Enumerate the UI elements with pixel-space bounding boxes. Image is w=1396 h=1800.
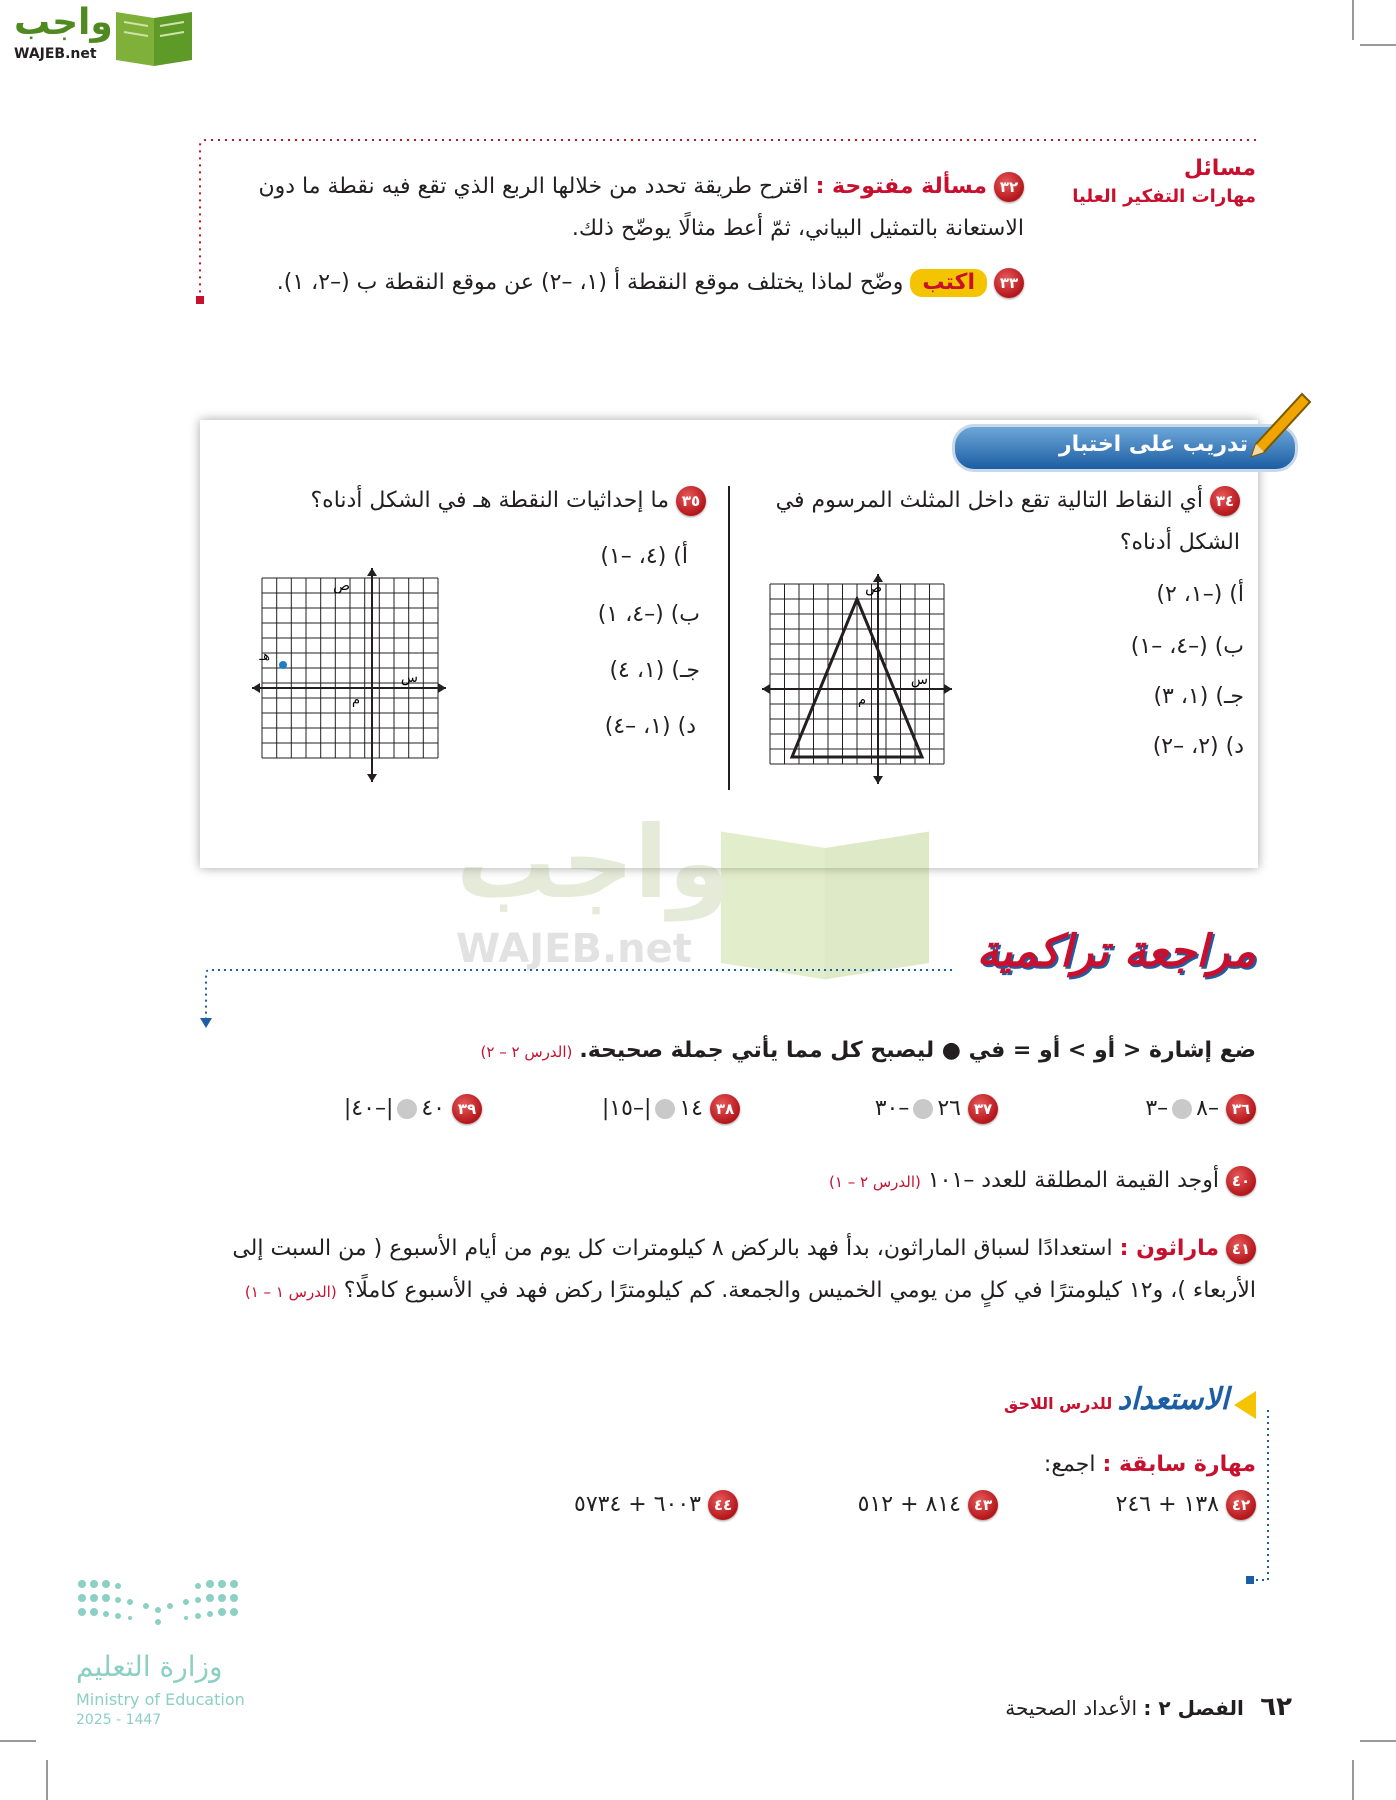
skill-label: مهارة سابقة : <box>1102 1452 1256 1477</box>
ministry-en: Ministry of Education <box>76 1690 245 1709</box>
question-label: ماراثون : <box>1119 1236 1219 1261</box>
logo-en: WAJEB.net <box>14 46 97 62</box>
question-43 <box>858 1484 998 1526</box>
option-b[interactable]: ب) (–٤، ١) <box>597 602 700 627</box>
book-icon <box>710 820 940 980</box>
question-number: ٤٢ <box>1226 1490 1256 1520</box>
graph-x-label: س <box>400 670 418 686</box>
review-title: مراجعة تراكمية <box>976 926 1256 977</box>
next-lesson-title: الاستعداد <box>1117 1382 1229 1417</box>
question-text: اقترح طريقة تحدد من خلالها الربع الذي تقع فيه نقطة ما دون <box>258 174 809 199</box>
left-value: –٨ <box>1196 1096 1219 1121</box>
compare-circle[interactable] <box>1172 1099 1192 1119</box>
watermark-en: WAJEB.net <box>456 926 692 972</box>
right-value: |–٤٠| <box>343 1096 394 1121</box>
question-number: ٣٩ <box>452 1094 482 1124</box>
question-number: ٤٤ <box>708 1490 738 1520</box>
option-d[interactable]: د) (١، –٤) <box>604 714 696 739</box>
crop-mark <box>1360 44 1396 46</box>
question-label: مسألة مفتوحة : <box>815 174 987 199</box>
ministry-logo <box>76 1576 256 1736</box>
question-34 <box>770 480 1240 564</box>
question-text: أي النقاط التالية تقع داخل المثلث المرسوم في <box>775 488 1203 513</box>
left-value: ٢٦ <box>937 1096 961 1121</box>
lesson-ref: (الدرس ٢ – ٢) <box>480 1043 573 1061</box>
graph-x-label: س <box>910 672 928 688</box>
question-32 <box>234 166 1024 250</box>
left-value: ٤٠ <box>421 1096 445 1121</box>
question-number: ٣٦ <box>1226 1094 1256 1124</box>
watermark-ar: واجب <box>456 804 731 921</box>
page-number: ٦٢ <box>1260 1692 1292 1722</box>
question-text: استعدادًا لسباق الماراثون، بدأ فهد بالركض ٨ كيلومترات كل يوم من أيام الأسبوع ( من السبت إلى <box>232 1236 1113 1261</box>
watermark <box>450 800 970 980</box>
question-number: ٤٠ <box>1226 1166 1256 1196</box>
wajeb-logo[interactable] <box>8 4 188 68</box>
question-number: ٣٢ <box>994 172 1024 202</box>
option-d[interactable]: د) (٢، –٢) <box>1152 734 1244 759</box>
triangle-graph <box>760 570 960 790</box>
compare-circle[interactable] <box>655 1099 675 1119</box>
review-dotted-line <box>196 960 956 1032</box>
crop-mark <box>1360 1740 1396 1742</box>
expression: ١٣٨ + ٢٤٦ <box>1115 1492 1219 1517</box>
ministry-year: 2025 - 1447 <box>76 1712 162 1728</box>
question-40 <box>829 1160 1256 1203</box>
lesson-ref: (الدرس ١ – ١) <box>244 1283 337 1301</box>
compare-circle[interactable] <box>913 1099 933 1119</box>
point-h <box>279 661 287 669</box>
page-footer <box>1005 1692 1292 1722</box>
graph-y-label: ص <box>865 580 882 596</box>
option-b[interactable]: ب) (–٤، –١) <box>1130 634 1244 659</box>
question-41 <box>196 1228 1256 1313</box>
test-practice-title: تدريب على اختبار <box>1058 432 1248 457</box>
test-practice-banner <box>952 420 1292 474</box>
question-text: ما إحداثيات النقطة هـ في الشكل أدناه؟ <box>310 488 669 513</box>
question-number: ٣٥ <box>676 486 706 516</box>
question-number: ٣٨ <box>710 1094 740 1124</box>
right-value: |–١٥| <box>601 1096 652 1121</box>
book-icon <box>112 8 196 66</box>
question-text: وضّح لماذا يختلف موقع النقطة أ (١، –٢) عن موقع النقطة ب (–٢، ١). <box>276 270 904 295</box>
compare-circle[interactable] <box>397 1099 417 1119</box>
prior-skill <box>1044 1444 1256 1486</box>
right-value: –٣٠ <box>874 1096 910 1121</box>
graph-origin-label: م <box>857 693 866 708</box>
graph-y-label: ص <box>333 578 350 594</box>
question-number: ٣٤ <box>1210 486 1240 516</box>
question-number: ٣٣ <box>994 268 1024 298</box>
logo-ar: واجب <box>14 2 113 43</box>
point-graph <box>250 564 450 786</box>
question-35 <box>310 480 706 522</box>
question-37 <box>875 1088 998 1130</box>
expression: ٨١٤ + ٥١٢ <box>857 1492 961 1517</box>
question-33 <box>234 262 1024 304</box>
question-39 <box>344 1088 482 1130</box>
question-text: الشكل أدناه؟ <box>1119 530 1240 555</box>
question-36 <box>1145 1088 1256 1130</box>
divider <box>728 486 730 790</box>
question-text: أوجد القيمة المطلقة للعدد –١٠١ <box>927 1168 1219 1193</box>
hots-subtitle: مهارات التفكير العليا <box>1072 186 1256 207</box>
right-value: –٣ <box>1145 1096 1169 1121</box>
question-42 <box>1116 1484 1256 1526</box>
question-38 <box>602 1088 740 1130</box>
lesson-ref: (الدرس ٢ – ١) <box>829 1173 921 1191</box>
point-label: هـ <box>259 649 270 664</box>
option-c[interactable]: جـ) (١، ٤) <box>609 658 700 683</box>
next-lesson-header <box>1004 1382 1256 1419</box>
ministry-ar: وزارة التعليم <box>76 1650 223 1683</box>
crop-mark <box>1352 1760 1354 1800</box>
option-a[interactable]: أ) (٤، –١) <box>600 544 688 569</box>
hots-title: مسائل <box>1183 156 1256 181</box>
review-instruction <box>481 1030 1256 1073</box>
question-number: ٣٧ <box>968 1094 998 1124</box>
chapter-label: الفصل ٢ : <box>1143 1696 1244 1720</box>
question-number: ٤٣ <box>968 1490 998 1520</box>
crop-mark <box>46 1760 48 1800</box>
crop-mark <box>0 1740 36 1742</box>
question-text: الاستعانة بالتمثيل البياني، ثمّ أعط مثالًا يوضّح ذلك. <box>571 216 1024 241</box>
option-c[interactable]: جـ) (١، ٣) <box>1153 684 1244 709</box>
question-number: ٤١ <box>1226 1234 1256 1264</box>
instruction-text: ضع إشارة < أو > أو = في ● ليصبح كل مما يأتي جملة صحيحة. <box>579 1038 1256 1063</box>
left-value: ١٤ <box>679 1096 703 1121</box>
ministry-dots-icon <box>76 1576 246 1636</box>
write-badge: اكتب <box>910 269 987 297</box>
expression: ٦٠٠٣ + ٥٧٣٤ <box>574 1492 701 1517</box>
question-44 <box>574 1484 738 1526</box>
graph-origin-label: م <box>351 693 360 708</box>
option-a[interactable]: أ) (–١، ٢) <box>1156 582 1244 607</box>
crop-mark <box>1352 0 1354 40</box>
pencil-icon <box>1242 390 1312 470</box>
next-lesson-subtitle: للدرس اللاحق <box>1004 1394 1113 1413</box>
skill-text: اجمع: <box>1043 1452 1096 1477</box>
chapter-title: الأعداد الصحيحة <box>1005 1696 1138 1720</box>
question-text: الأربعاء )، و١٢ كيلومترًا في كلٍ من يومي الخميس والجمعة. كم كيلومترًا ركض فهد في الأسبوع كاملًا؟ <box>343 1278 1256 1303</box>
